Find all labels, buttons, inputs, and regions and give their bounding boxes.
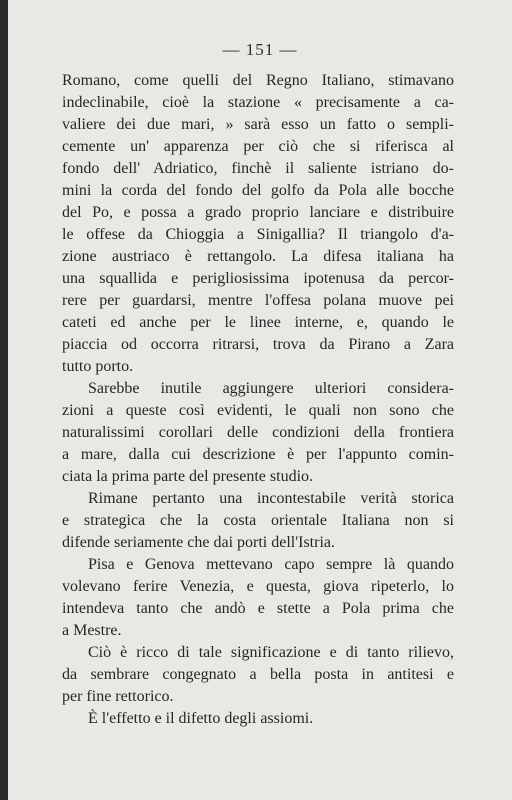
paragraph <box>62 708 454 730</box>
text-line: una squallida e perigliosissima ipotenusa da percor- <box>62 270 454 287</box>
text-line: difende seriamente che dai porti dell'Istria. <box>62 534 335 551</box>
paragraph <box>62 488 454 554</box>
text-line: del Po, e possa a grado proprio lanciare e distribuire <box>62 204 454 221</box>
paragraph <box>62 378 454 488</box>
page-number: — 151 — <box>222 40 298 59</box>
text-line: cemente un' apparenza per ciò che si riferisca al <box>62 138 454 155</box>
text-line: zioni a queste così evidenti, le quali non sono che <box>62 402 454 419</box>
text-line: valiere dei due mari, » sarà esso un fatto o sempli- <box>62 116 454 133</box>
text-line: fondo dell' Adriatico, finchè il saliente istriano do- <box>62 160 454 177</box>
text-line: Romano, come quelli del Regno Italiano, stimavano <box>62 72 454 89</box>
text-line: Ciò è ricco di tale significazione e di tanto rilievo, <box>88 644 454 661</box>
text-line: da sembrare congegnato a bella posta in antitesi e <box>62 666 454 683</box>
text-line: naturalissimi corollari delle condizioni della frontiera <box>62 424 454 441</box>
text-line: cateti ed anche per le linee interne, e, quando le <box>62 314 454 331</box>
paragraph <box>62 70 454 378</box>
text-line: e strategica che la costa orientale Italiana non si <box>62 512 454 529</box>
text-line: tutto porto. <box>62 358 134 375</box>
text-line: per fine rettorico. <box>62 688 174 705</box>
paragraph <box>62 554 454 642</box>
text-line: zione austriaco è rettangolo. La difesa italiana ha <box>62 248 454 265</box>
text-line: È l'effetto e il difetto degli assiomi. <box>88 710 314 727</box>
text-line: a mare, dalla cui descrizione è per l'appunto comin- <box>62 446 454 463</box>
text-line: le offese da Chioggia a Sinigallia? Il triangolo d'a- <box>62 226 454 243</box>
text-line: indeclinabile, cioè la stazione « precisamente a ca- <box>62 94 454 111</box>
book-page <box>8 0 512 800</box>
text-line: Sarebbe inutile aggiungere ulteriori considera- <box>88 380 454 397</box>
text-line: ciata la prima parte del presente studio. <box>62 468 314 485</box>
text-line: rere per guardarsi, mentre l'offesa polana muove pei <box>62 292 454 309</box>
text-line: Pisa e Genova mettevano capo sempre là quando <box>88 556 454 573</box>
text-line: Rimane pertanto una incontestabile verità storica <box>88 490 454 507</box>
text-line: intendeva tanto che andò e stette a Pola prima che <box>62 600 454 617</box>
text-line: volevano ferire Venezia, e questa, giova ripeterlo, lo <box>62 578 454 595</box>
body-text <box>62 70 454 730</box>
text-line: a Mestre. <box>62 622 122 639</box>
text-line: mini la corda del fondo del golfo da Pola alle bocche <box>62 182 454 199</box>
paragraph <box>62 642 454 708</box>
text-line: piaccia od occorra ritrarsi, trova da Pirano a Zara <box>62 336 454 353</box>
